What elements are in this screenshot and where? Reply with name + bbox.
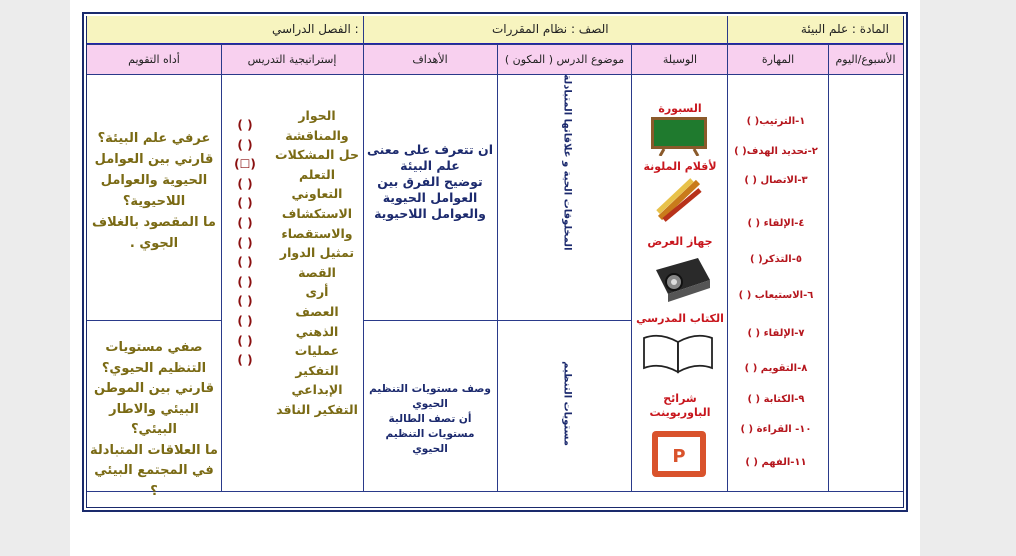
projector-icon: [650, 250, 712, 306]
grade-label: الصف : نظام المقررات: [492, 22, 609, 36]
powerpoint-icon: [650, 425, 708, 483]
objectives-1: ان تتعرف على معنى علم البيئة توضيح الفرق بين العوامل الحيوية والعوامل اللاحيوية: [367, 142, 493, 221]
tool-book-label: الكتاب المدرسي: [636, 312, 724, 325]
pencils-icon: [654, 176, 704, 222]
column-header-row: [87, 45, 903, 74]
skill-item: ٤-الإلقاء ( ): [747, 218, 805, 229]
assessment-2: صفي مستويات التنظيم الحيوي؟ قارني بين الموطن البيئي والاطار البيئي؟ ما العلاقات المتبادلة في المجتمع البيئي ؟: [90, 340, 218, 499]
col-component: ( المكون ) موضوع الدرس: [504, 53, 625, 66]
assessment-1: عرفي علم البيئة؟ قارني بين العوامل الحيوية والعوامل اللاحيوية؟ ما المقصود بالغلاف الجوي .: [92, 131, 216, 251]
skill-item: ١١-الفهم ( ): [745, 457, 807, 468]
skill-item: ٢-تحديد الهدف( ): [734, 146, 818, 157]
skill-item: ١٠- القراءة ( ): [740, 424, 812, 435]
skill-item: ٨-التقويم ( ): [744, 363, 808, 374]
skill-item: ٦-الاستيعاب ( ): [738, 290, 814, 301]
strategy-list: الحوار والمناقشة حل المشكلات التعلم التعاوني الاستكشاف والاستقصاء تمثيل الدوار القصة أرى العصف الذهني عمليات التفكير الإبداعي التفكير الناقد: [275, 108, 359, 417]
chalkboard-icon: [650, 116, 708, 156]
objectives-2: وصف مستويات التنظيم الحيوي أن تصف الطالبة مستويات التنظيم الحيوي: [369, 383, 491, 455]
skill-item: ٧-الإلقاء ( ): [747, 328, 805, 339]
tool-slides-label-2: الباوربوينت: [649, 406, 711, 419]
col-assessment: أداه التقويم: [128, 53, 180, 66]
col-skill: المهارة: [761, 53, 795, 66]
subject-label: المادة : علم البيئة: [800, 22, 889, 36]
component-1: المخلوقات الحية و علاقاتها المتبادلة: [561, 74, 573, 251]
tool-projector-label: جهاز العرض: [647, 235, 713, 248]
strategy-checkboxes[interactable]: ( ) ( ) (☐) ( ) ( ) ( ) ( ) ( ) ( ) ( ) ( ) ( ) ( ): [234, 118, 256, 368]
tool-board-label: السبورة: [658, 102, 702, 115]
tool-pens-label: لأقلام الملونة: [643, 160, 717, 173]
skill-item: ٥-التذكر( ): [750, 254, 802, 265]
component-2: مستويات التنظيم: [561, 361, 573, 446]
skill-item: ١-الترتيب( ): [746, 116, 806, 127]
tool-slides-label-1: شرائح: [663, 392, 697, 405]
book-icon: [640, 328, 716, 378]
semester-label: الفصل الدراسي :: [272, 22, 359, 36]
header-row: [87, 16, 903, 44]
skill-item: ٣-الاتصال ( ): [744, 175, 808, 186]
col-week-day: الأسبوع/اليوم: [835, 53, 896, 66]
svg-text:P: P: [672, 446, 686, 467]
col-objectives: الأهداف: [412, 53, 448, 66]
skill-item: ٩-الكتابة ( ): [747, 394, 805, 405]
col-tool: الوسيلة: [662, 53, 698, 66]
col-strategy: إستراتيجية التدريس: [247, 53, 337, 66]
